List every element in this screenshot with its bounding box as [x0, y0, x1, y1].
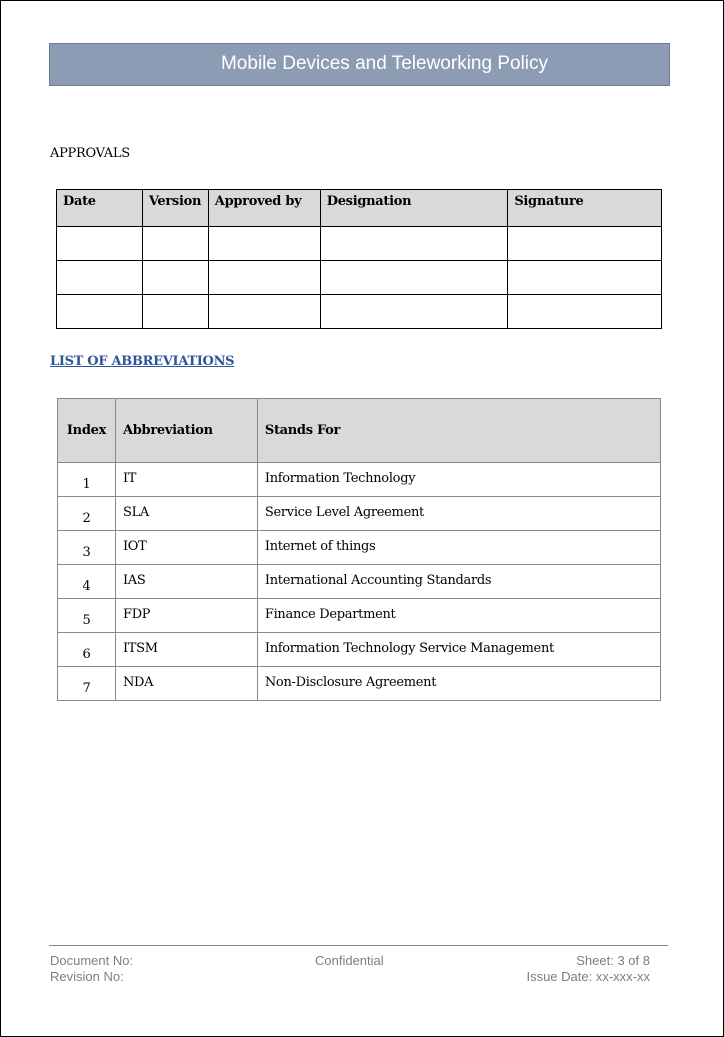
approvals-table	[56, 189, 662, 329]
approvals-header-row	[57, 190, 662, 227]
approvals-cell	[320, 295, 508, 329]
approvals-cell	[508, 261, 662, 295]
table-row	[58, 565, 661, 599]
approvals-cell	[208, 227, 320, 261]
approvals-cell	[142, 261, 208, 295]
approvals-cell	[57, 295, 143, 329]
abbreviation-code: NDA	[115, 667, 257, 701]
footer-sheet: Sheet: 3 of 8	[576, 953, 650, 968]
abbreviation-code: ITSM	[115, 633, 257, 667]
table-row	[58, 667, 661, 701]
table-row	[57, 261, 662, 295]
abbreviation-meaning: Service Level Agreement	[257, 497, 660, 531]
abbreviation-meaning: Information Technology Service Management	[257, 633, 660, 667]
abbreviation-index: 5	[58, 599, 116, 633]
abbreviation-index: 7	[58, 667, 116, 701]
approvals-cell	[208, 295, 320, 329]
approvals-col-approved-by: Approved by	[208, 190, 320, 227]
abbreviation-meaning: International Accounting Standards	[257, 565, 660, 599]
approvals-cell	[320, 227, 508, 261]
approvals-col-version: Version	[142, 190, 208, 227]
footer-divider	[49, 945, 668, 946]
abbreviation-meaning: Finance Department	[257, 599, 660, 633]
abbreviations-col-index: Index	[58, 399, 116, 463]
table-row	[58, 497, 661, 531]
abbreviation-code: SLA	[115, 497, 257, 531]
abbreviation-code: IAS	[115, 565, 257, 599]
approvals-cell	[57, 227, 143, 261]
abbreviation-index: 2	[58, 497, 116, 531]
footer-issue-date: Issue Date: xx-xxx-xx	[526, 969, 650, 984]
approvals-cell	[142, 295, 208, 329]
approvals-cell	[142, 227, 208, 261]
footer-document-no: Document No:	[50, 953, 134, 968]
abbreviation-meaning: Internet of things	[257, 531, 660, 565]
abbreviations-header-row	[58, 399, 661, 463]
title-banner	[49, 43, 670, 86]
abbreviation-index: 6	[58, 633, 116, 667]
approvals-cell	[208, 261, 320, 295]
table-row	[58, 633, 661, 667]
abbreviation-meaning: Information Technology	[257, 463, 660, 497]
table-row	[58, 531, 661, 565]
abbreviations-heading: LIST OF ABBREVIATIONS	[50, 354, 235, 369]
approvals-cell	[57, 261, 143, 295]
abbreviations-col-abbreviation: Abbreviation	[115, 399, 257, 463]
abbreviations-table	[57, 398, 661, 701]
table-row	[57, 227, 662, 261]
abbreviation-code: IOT	[115, 531, 257, 565]
table-row	[58, 599, 661, 633]
approvals-heading: APPROVALS	[50, 146, 130, 161]
footer-confidential: Confidential	[315, 953, 384, 968]
approvals-col-date: Date	[57, 190, 143, 227]
abbreviations-col-stands-for: Stands For	[257, 399, 660, 463]
abbreviation-code: IT	[115, 463, 257, 497]
abbreviation-meaning: Non-Disclosure Agreement	[257, 667, 660, 701]
approvals-col-signature: Signature	[508, 190, 662, 227]
approvals-cell	[320, 261, 508, 295]
abbreviation-index: 4	[58, 565, 116, 599]
table-row	[57, 295, 662, 329]
approvals-cell	[508, 295, 662, 329]
footer-revision-no: Revision No:	[50, 969, 124, 984]
abbreviation-index: 3	[58, 531, 116, 565]
approvals-col-designation: Designation	[320, 190, 508, 227]
approvals-cell	[508, 227, 662, 261]
abbreviation-code: FDP	[115, 599, 257, 633]
table-row	[58, 463, 661, 497]
abbreviation-index: 1	[58, 463, 116, 497]
document-title: Mobile Devices and Teleworking Policy	[220, 53, 549, 74]
